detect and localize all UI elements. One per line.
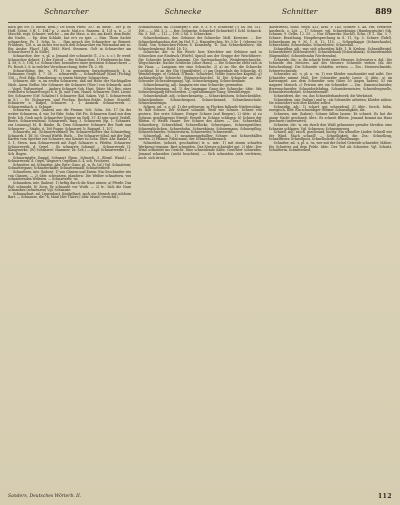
dictionary-entry: Schnattern, intr. (haben): 1) von Gänsen und Enten: Ein Geschnatter wie von Gänsen. — 2) übtr. schwatzen, plaudern: Die Weiber schnattern, von schnatternden Weibern. — Schnatterer, -in. <box>8 170 132 182</box>
running-header <box>8 6 392 23</box>
footer-source: Sanders, Deutsches Wörterb. II. <box>8 493 82 499</box>
page-number: 889 <box>375 6 392 16</box>
dictionary-entry: Schnarcher, der: -s, pl. u. Jemand der schnarcht (1, 2 u. s. o.). Er werd: Schnarcher dehnet; 1) der Zustuf — der Schnarchen, 1) Heidenreichs Stm. 4, 58; S. 5, 194; t.o. Schnarcher, besonders einer gewissen Schnarcherei — Ps. Bosch 3, 8. in welcher Verschnarchung; tiefer Tb. 2, 88. <box>8 54 132 69</box>
dictionary-entry: Schneckenartig, adj.: langsam wie eine Schnecke; gewunden. <box>143 83 244 87</box>
dictionary-entry: Schneckenhaft, adj.: schneckenartig. — Schneckenhorn, Schneckenklee, Schneckenlinie, Schneckenpost, Schneckenrad, Schneckenschale, Schneckentempo. <box>138 93 262 106</box>
column-3 <box>269 26 392 494</box>
dictionary-entry: Schnee, ml. -s, o. pl. 1) der gefrorene, in Flocken fallende Niederschlag: Es fällt Schnee. Der Schnee schmilzt. Weiß wie Schnee. Schnee von gestern. Der erste Schnee. Ewiger Schnee (auf Bergen). 2) übtr.: a) zu Schaum geschlagenes Eiweiß: Eiweiß zu Schnee schlagen. b) Schnee der Blüten. c) Weiße Haare: Der Schnee des Alters. — Zss.: Schneeball, Schneeberg, Schneeblind, Schneeflocke, Schneegans, Schneegestöber, Schneeglöckchen, Schneehuhn, Schneekönig, Schneemann, Schneepflug, Schneeschmelze, Schneesturm, Schneewehe, schneeweiß. <box>138 104 262 135</box>
dictionary-entry: Schneidern, intr. (haben) und tr.: als Schneider arbeiten; Kleider nähen: Sie schneidert sich ihre Kleider selbst. <box>268 97 392 106</box>
dictionary-entry: Schneien, intr. (haben): Schnee fallen lassen: Es schneit. Es hat die ganze Nacht geschneit. übtr.: Es schneit Blüten. Jemand kommt ins Haus geschneit (unerwartet). <box>268 112 392 124</box>
dictionary-entry: Schneidig, adj.: 1) scharf, gut schneidend. 2) übtr.: forsch, kühn, energisch, flott: Ein schneidiger Offizier. Schneidigkeit, die. <box>268 104 392 113</box>
dictionary-entry: Schneiden, (schnitt, geschnitten) tr. u. intr.: 1) mit einem scharfen Werkzeug trennen: Brot schneiden. Das Messer schneidet gut. 2) übtr.: Der Wind schneidet ins Gesicht. Eine schneidende Kälte. Gesichter schneiden. Jemand schneiden (nicht beachten). — Sich schneiden (sich verletzen; auch: sich irren). <box>138 141 262 160</box>
dictionary-entry: Schneeball, ml.: 1) zusammengeballter Schnee: mit Schneebällen werfen. 2) Pflanze (Viburnum): der Schneeballstrauch. <box>138 133 262 142</box>
column-2 <box>138 26 261 494</box>
dictionary-entry: Schnarchling, die: -s, Fl. 1) im gemeinen Sprachgebrauch; b. a. Hofmanns Gespr. 1, 7. 28. ... schnarrenb — Schnarchlauf (Kind (Pichtig) 156 — Prof. Edip. Ermahnung. so einem Meister: Schnarchen. <box>8 68 132 80</box>
dictionary-entry: Schnauben, intr. (haben): 1) heftig durch die Nase atmen; a) Pferde: Das Roß schnaubt. b) Zorn: Er schnaubt vor Wuth. — 2) tr.: Sich die Nase schnauben (schneuzen) Vgl. Schnauze. <box>8 180 132 193</box>
dictionary-entry: Schneckengang, ml. 1) der langsame Gang der Schnecke; übtr.: Mit Schneckengang fortschreiten. 2) spiralförmiger Gang; Wendeltreppe. <box>138 86 262 95</box>
dictionary-entry: Schneider, ml. -s, pl. u. -in. 1) wer Kleider zuschneidet und näht: Der Schneider nimmt Maß. Der Schneider macht Leute. 2) übtr.: a) im Kartenspiel: aus dem Schneider sein (über 30 Augen haben). b) ein magerer Mensch. c) Frieren wie ein Schneider. — Zss.: Damenschneider, Herrenschneider, Schneiderlehrling, Schneidermeister, Schneidergeselle, Schneiderwerkstatt, Schneiderzunft. <box>268 72 392 95</box>
dictionary-entry: Schneidbar, adj.: was sich schneiden läßt; 1. B. Kruben. Schneidbeutel. Schneidebrett (Küchenbrett). Schneidebank (Schnitzbank). Schneidemühle (Sägemühle). Schneidezahn (Vorderzahn). <box>268 46 392 58</box>
dictionary-entry: Schnabelhahn, ml. (Schnepfe) f. Dat. 8. 3. 8. v. Schnecke (7) Sh. Ms. 311. 106 — — (Sil. 3. 2. — Bos: Schnecke, Schnirkel (Schnirkel) f. Scbl. Schneck. Nn. 3. 106. — 112 — 108: 2 Sil. 3. Schnecken. <box>138 26 262 37</box>
dictionary-entry: Schnatter, ml. Schnatter, Abr. Ente; Gans, pl. -n. (b. Lif.) Vgl. Schnattern; Schnattergans; Schnatterkaffe; Schnattermaul; Schnatterliese. <box>8 162 132 171</box>
dictionary-entry: Schnitter, ml. -s, pl. u. -in. wer mit der Sichel Getreide schneidet; Mäher: Die Schnitter auf dem Felde. übtr.: Der Tod als Schnitter. Vgl. Schnitt, Schnitterin, Schnitterlied. <box>268 141 392 153</box>
column-1 <box>8 26 131 494</box>
dictionary-entry: nach gilt Sw. (f. unten. Bem.): De fchön Pferb. 357. Bl. mehr... 189 p. 66 Hoff. Schnt, 5 ff. 1. 1847 p. 2, auch: Mal.e.o. Ransem. 4. 131 u. ä. — 2) Maschb. zupt, Schnare, welche — am die Mass. u. sto, am Kraft, dem Ende, die Nacht, ... Ep. dem Schlafe, hat er's zu spie. — Dim. Thom Sachte schnarchen; Ps. 1. Schn. lu. … Ihm sprach der Schnarcher zu Bemert. Frühbars, 128. u. an nichts wer noch den Schnarcher ein Wurmahnt mir so. Ein Ausfor. Flaccl 184. 1883 Wird. Stromen. Gelt in Schnarcher am Schnarcherei (f. In Stille). <box>8 26 132 55</box>
dictionary-entry: Schneckenhaus, das: Gehäuse der Schnecke: Moll. Kreutzer. ... Der Schneckenhausbau dort Im Hof. V. 2. Hauspferchen. Nr. 3 Gr. 1; (ebenso) in Stuhl. Von Schnecken-Felsen 8. Kramberg. Ti. Das Schneckenherz; die Schneckenkraut, Hohf. 18, 10. <box>138 35 262 51</box>
dictionary-entry: (Kastrirten), Sonn. Weyh. 431; Krbl. F. 145; Schnee: s. Ad. Pfif, Vertarier. Ausdruck, o. Löt. — 17 Schnee: vgl. Schneekönigs (Hamburgische) Sth. Schaum. 9. Gelbs. 12. 55. — Nur Schmecke (Sachs). Schn. (P. 2. Gin. 3. 7. Schnee: Berathung. Hauptbesprechung in 8. 11, Sp. 5. Schnee (Tafel). Schneebaum im 9. M. 1. 8. 12. 115. — Schneekappe (Schneehaube), Schneehütte, Schneehuhn. Schneeleiter; Schneefall. ... <box>268 26 392 48</box>
header-left-keyword: Schnarcher <box>44 7 89 16</box>
dictionary-entry: Schneise, die: -n, ein durch den Wald gehauener gerader Streifen: eine Schneise schlagen. Vgl. Schneuse; Schneisenweg. <box>268 122 392 131</box>
dictionary-entry: Schnecke, die: -n. Ein Weich- bzw. Kriechtier mit Gehäuse und in Schnecken nur Eindruck (Würfel, Spiral) aus der Gruppe der Weichthiere: Die Schnecke kriecht langsam. Die Gartenschnecke, Weinbergschnecke, Wegschnecke. Nackte Schnecke (ohne Haus). — Die Schnecke zieht sich in ihr Haus. — Langsam wie eine Schnecke. 2) a) im Ohr die Schnecke (cochlea). b) an der Uhr (Spiralfeder). c) am Geigenhals die Schnecke. d) Wendeltreppe. e) Gebäck. f) Bauk.: Schnörkel, Volute (ionisches Kapitäl). g) Archimedische Schnecke (Wasserschnecke). h) Die Schnecke an der Schraube (Schraubengang). Vgl. Schneckengang, Schneckenlinie. <box>138 50 262 84</box>
page-footer <box>8 492 392 500</box>
dictionary-entry: Schneiderei, die: -en, das Schneiderhandwerk; die Werkstatt. <box>273 93 374 98</box>
dictionary-entry: Schneide, die: -n, die scharfe Seite eines Messers, Schwertes u. dgl.: Die Schneide des Messers. Auf des Messers Schneide stehen (an der Entscheidung). Die Schneide schärfen, wetzen. — Zss.: Messerschneide, Schwertschneide. <box>268 57 392 73</box>
text-columns <box>8 26 392 494</box>
dictionary-entry: Schnarrnigfte Dampf, Schnarrt (Brun. Schuerb. 3. Blend. Wand.) — Schnarrwerk, d. Orgel, Wagner's Orgelbau S. 4. sch. Fischerei. <box>8 155 132 164</box>
header-middle-keyword: Schnecke <box>164 7 202 16</box>
dictionary-entry: Schnarrfis, ml. (Schnarrtrommel) Tw. Schnarrwächter das Schmierling; Schnarrk. f. Tif. 50. Grund Wirftb. Rutb. ... Die Schnarre-Mbal. mit der Tapf. Karfen vom Sperber zur Schnarre, aus Kennet zu Schn. Eber. Ahr. Ranke 1, 5. 1, Steen. zum Schnarrwerk mit Zupf. Schnarre u. Pfeifen: Schnarrer. Schnarrwerk. d. Orgel. – Es schnarrte Schmiel ... Schnarrwerk (1. Klangwerke. (W) Schnarrer: Hammer; Dr. Sch.) — Kapf. Schnarrwerke f. 2. Sch. Bogen. <box>8 130 132 156</box>
dictionary-entry: Schnell, adj.: rasch, geschwind, hurtig: Ein schneller Läufer. Schnell wie der Wind. Mach schnell! — Schnelligkeit, die. Zss.: Schnellzug, Schnellfeuer, Schnellpost, Schnellschrift, Schnellwaage. <box>268 130 392 142</box>
dictionary-entry: Schnarre, die: -n, im ersten Schnarren; daß auf Hohe der Nachtigallen Mieb. Ausw. Reflor. Mir Schnarre die Schnarre (Nier.) von Schnarrk. auch ... Vogel, Tedtenvögel ... Andere Schnarrt Soh. Hart. (Matr. Mi.) Bes. einer verficheru Schnarrvoegel 8. 8. Jh. und Turn, Hanel. Schnarrer. Stiel. Lieuw. Sei; Schnarrer (Grf. Schalen) f. Schnarrer (Kal. Saken. Vgl. 1. Schnarrwerk in 8.) ... Er. (Schnarren. und Fischen. Rechen.Stäbe. Schne. Stroehl). Schnarrer u. Rafpel, Schnarre. 1. 1. Anmerk. Schnarrwerk ... Schnarrenbach. o. Schnarr. <box>8 79 132 109</box>
sheet-number: 112 <box>377 492 392 500</box>
header-right-keyword: Schnitter <box>281 7 318 16</box>
dictionary-entry: Schnarren, intr. (haben) aus die Fromm: Sch. Schn. Ich. 17 (in der wetter Schnarren, d. wie 1st Fabr. Sohn. Hrt Fis. Schnarren Sond mir dem Erde. Ich. Grob auch. Schnarcher (Jopper an Gedl. 37. 4) sein ward. Verfall, Rnete, Schnarrenbund. Schnarrens, mag. 3. Schnarren (Sp. 1. Schnarrs. zur Leunung) M. B. Bänke. Ik. Dem Schnarrer Schnarre Ber Rurb mm Schnarrer ... Stärlic. 6. 106 Pogge. Schnarret. b. Rapsgel. 1. 107. <box>8 108 132 131</box>
dictionary-entry: Schnauzbart, ml. Lippenbart, Knebelbart; auch ein Mensch mit solchem Bart. — Schnauze, die: -n, Maul (der Thiere), übtr. Mund. (verächtl.). <box>8 191 132 200</box>
